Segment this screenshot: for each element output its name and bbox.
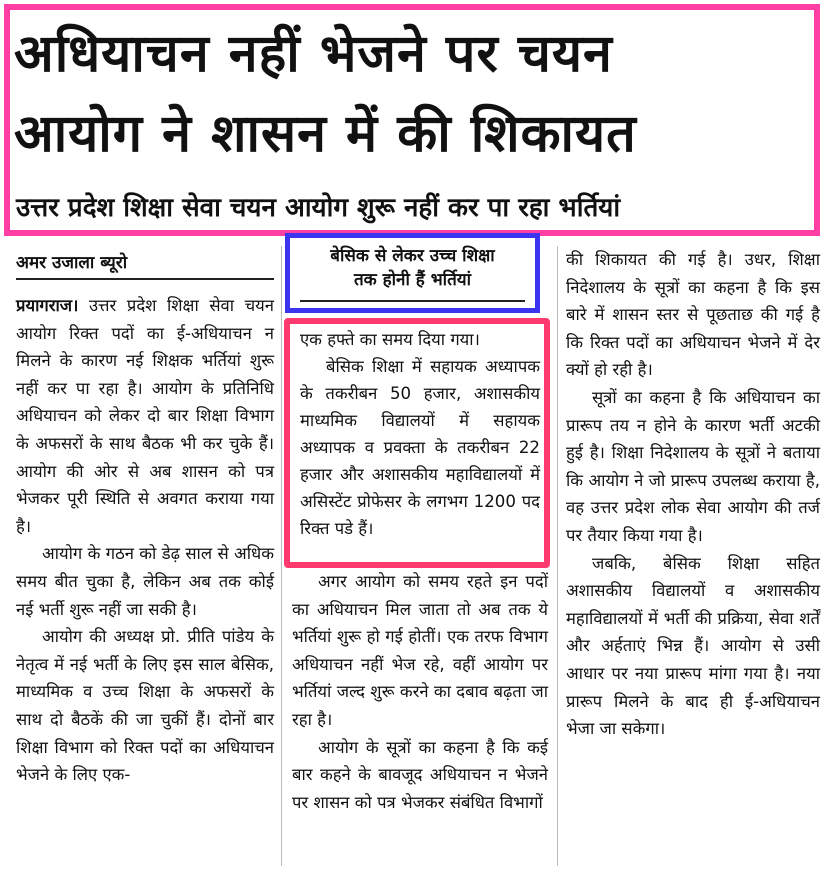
subheading-rule — [300, 300, 525, 302]
paragraph — [16, 292, 274, 540]
article-column-2-top — [300, 326, 540, 542]
article-column-3 — [566, 246, 820, 743]
sidebar-subheading — [290, 238, 535, 292]
article-column-2-bottom — [292, 568, 548, 816]
sidebar-subheading-box — [285, 233, 540, 313]
paragraph: सूत्रों का कहना है कि अधियाचन का प्रारूप तय न होने के कारण भर्ती अटकी हुई है। शिक्षा निदेशालय के सूत्रों ने बताया कि आयोग ने जो प्रारूप उपलब्ध कराया है, वह उत्तर प्रदेश लोक सेवा आयोग की तर्ज पर तैयार किया गया है। — [566, 387, 820, 545]
headline — [14, 14, 814, 174]
headline-line-2: आयोग ने शासन में की शिकायत — [14, 104, 637, 164]
paragraph: आयोग की अध्यक्ष प्रो. प्रीति पांडेय के नेतृत्व में नई भर्ती के लिए इस साल बेसिक, माध्यमिक व उच्च शिक्षा के अफसरों के साथ दो बैठकें की जा चुकीं हैं। दोनों बार शिक्षा विभाग को रिक्त पदों का अधियाचन भेजने के लिए एक- — [16, 627, 274, 785]
paragraph-text: उत्तर प्रदेश शिक्षा सेवा चयन आयोग रिक्त पदों का ई-अधियाचन न मिलने के कारण नई शिक्षक भर्तियां शुरू नहीं कर पा रहा है। आयोग के प्रतिनिधि अधियाचन को लेकर दो बार शिक्षा विभाग के अफसरों के साथ बैठक भी कर चुके हैं। आयोग की ओर से अब शासन को पत्र भेजकर पूरी स्थिति से अवगत कराया गया है। — [16, 296, 274, 536]
paragraph: की शिकायत की गई है। उधर, शिक्षा निदेशालय के सूत्रों का कहना है कि इस बारे में शासन स्तर से पूछताछ की गई है कि रिक्त पदों का अधियाचन भेजने में देर क्यों हो रही है। — [566, 250, 820, 380]
dateline: प्रयागराज। — [16, 296, 79, 315]
column-divider-1 — [281, 246, 282, 866]
highlighted-paragraph-box — [284, 318, 550, 568]
sidebar-subheading-line-2: तक होनी हैं भर्तियां — [353, 270, 472, 290]
paragraph: अगर आयोग को समय रहते इन पदों का अधियाचन मिल जाता तो अब तक ये भर्तियां शुरू हो गई होतीं। एक तरफ विभाग अधियाचन नहीं भेज रहे, वहीं आयोग पर भर्तियां जल्द शुरू करने का दबाव बढ़ता जा रहा है। — [292, 572, 548, 729]
paragraph: आयोग के गठन को डेढ़ साल से अधिक समय बीत चुका है, लेकिन अब तक कोई नई भर्ती शुरू नहीं जा सकी है। — [16, 544, 274, 619]
headline-line-1: अधियाचन नहीं भेजने पर चयन — [14, 24, 613, 84]
highlighted-paragraph: बेसिक शिक्षा में सहायक अध्यापक के तकरीबन 50 हजार, अशासकीय माध्यमिक विद्यालयों में सहायक अध्यापक व प्रवक्ता के तकरीबन 22 हजार और अशासकीय महाविद्यालयों में असिस्टेंट प्रोफेसर के लगभग 1200 पद रिक्त पडे हैं। — [300, 357, 540, 538]
column-divider-2 — [557, 246, 558, 866]
paragraph: जबकि, बेसिक शिक्षा सहित अशासकीय विद्यालयों व अशासकीय महाविद्यालयों में भर्ती की प्रक्रिया, सेवा शर्तें और अर्हताएं भिन्न हैं। आयोग से उसी आधार पर नया प्रारूप मांगा गया है। नया प्रारूप मिलने के बाद ही ई-अधियाचन भेजा जा सकेगा। — [566, 553, 820, 739]
paragraph: एक हफ्ते का समय दिया गया। — [300, 330, 480, 349]
sidebar-subheading-line-1: बेसिक से लेकर उच्च शिक्षा — [330, 246, 495, 266]
byline: अमर उजाला ब्यूरो — [16, 248, 274, 280]
paragraph: आयोग के सूत्रों का कहना है कि कई बार कहने के बावजूद अधियाचन न भेजने पर शासन को पत्र भेजकर संबंधित विभागों — [292, 737, 548, 812]
article-column-1 — [16, 248, 274, 789]
subheadline: उत्तर प्रदेश शिक्षा सेवा चयन आयोग शुरू नहीं कर पा रहा भर्तियां — [16, 193, 621, 223]
